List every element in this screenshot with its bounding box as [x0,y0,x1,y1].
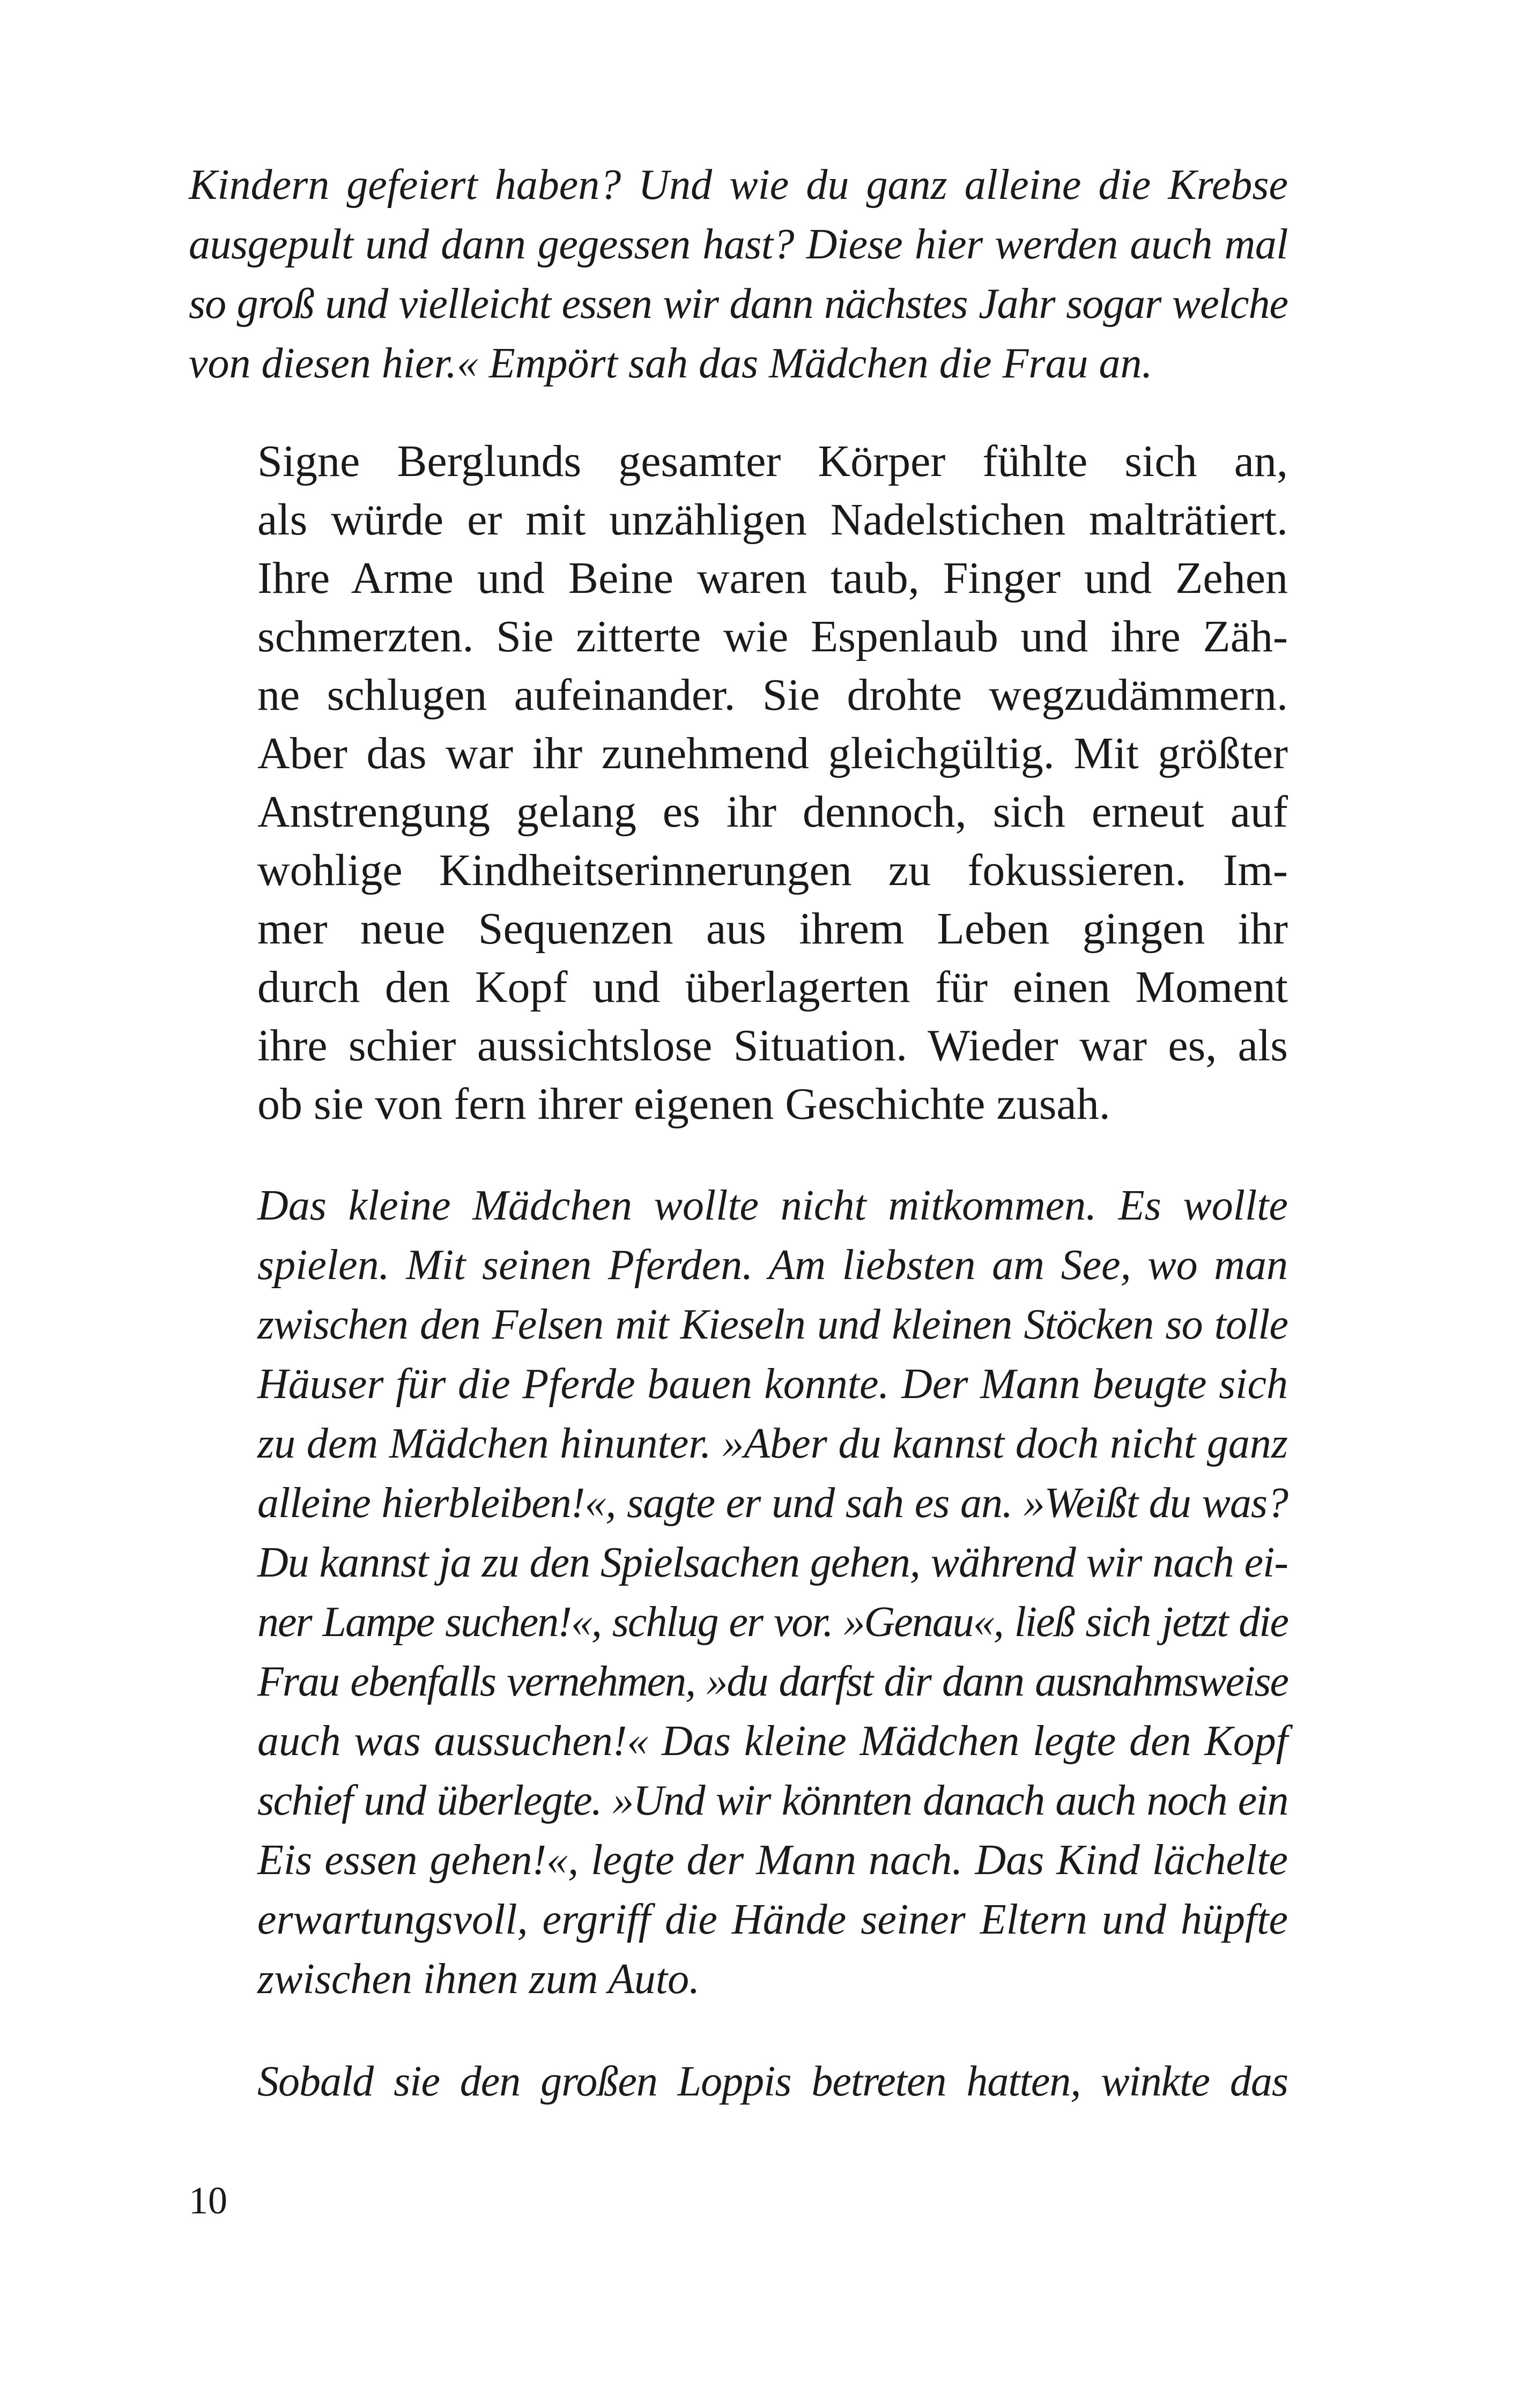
text-line: durch den Kopf und überlagerten für einen Moment [257,962,1288,1012]
text-line: zwischen den Felsen mit Kieseln und kleinen Stöcken so tolle [257,1301,1288,1348]
text-line: Eis essen gehen!«, legte der Mann nach. Das Kind lächelte [257,1837,1288,1884]
text-line: von diesen hier.« Empört sah das Mädchen die Frau an. [189,340,1153,387]
text-line: Sobald sie den großen Loppis betreten hatten, winkte das [257,2058,1288,2105]
text-line: Aber das war ihr zunehmend gleichgültig. Mit größter [257,729,1288,778]
text-line: Frau ebenfalls vernehmen, »du darfst dir dann ausnahmsweise [257,1658,1288,1705]
text-line: Ihre Arme und Beine waren taub, Finger und Zehen [257,553,1288,603]
text-line: ner Lampe suchen!«, schlug er vor. »Genau«, ließ sich jetzt die [257,1599,1288,1646]
text-line: mer neue Sequenzen aus ihrem Leben gingen ihr [257,904,1288,954]
text-line: wohlige Kindheitserinnerungen zu fokussieren. Im- [257,845,1288,895]
paragraph-2 [189,432,1288,1133]
paragraph-3 [189,1176,1288,2009]
text-line: so groß und vielleicht essen wir dann nächstes Jahr sogar welche [189,280,1288,328]
text-line: schmerzten. Sie zitterte wie Espenlaub und ihre Zäh- [257,612,1288,662]
page-number: 10 [189,2179,227,2222]
paragraph-4 [189,2052,1288,2112]
text-line: schief und überlegte. »Und wir könnten danach auch noch ein [257,1777,1288,1824]
text-line: Das kleine Mädchen wollte nicht mitkommen. Es wollte [257,1182,1288,1229]
text-line: Kindern gefeiert haben? Und wie du ganz alleine die Krebse [189,161,1288,209]
paragraph-1 [189,155,1288,393]
text-line: ihre schier aussichtslose Situation. Wieder war es, als [257,1021,1288,1071]
text-line: ne schlugen aufeinander. Sie drohte wegzudämmern. [257,670,1288,720]
text-line: Signe Berglunds gesamter Körper fühlte sich an, [257,436,1288,486]
text-line: erwartungsvoll, ergriff die Hände seiner Eltern und hüpfte [257,1896,1288,1943]
body-text [189,155,1288,2112]
text-line: als würde er mit unzähligen Nadelstichen malträtiert. [257,495,1288,545]
text-line: zwischen ihnen zum Auto. [257,1956,700,2003]
text-line: Häuser für die Pferde bauen konnte. Der Mann beugte sich [257,1361,1288,1408]
text-line: alleine hierbleiben!«, sagte er und sah es an. »Weißt du was? [257,1480,1288,1527]
text-line: ob sie von fern ihrer eigenen Geschichte zusah. [257,1079,1110,1129]
text-line: spielen. Mit seinen Pferden. Am liebsten am See, wo man [257,1242,1288,1289]
text-line: Anstrengung gelang es ihr dennoch, sich erneut auf [257,787,1288,837]
text-line: zu dem Mädchen hinunter. »Aber du kannst doch nicht ganz [257,1420,1288,1467]
text-line: ausgepult und dann gegessen hast? Diese hier werden auch mal [189,221,1288,268]
text-line: Du kannst ja zu den Spielsachen gehen, während wir nach ei- [257,1539,1288,1586]
text-line: auch was aussuchen!« Das kleine Mädchen legte den Kopf [257,1718,1288,1765]
